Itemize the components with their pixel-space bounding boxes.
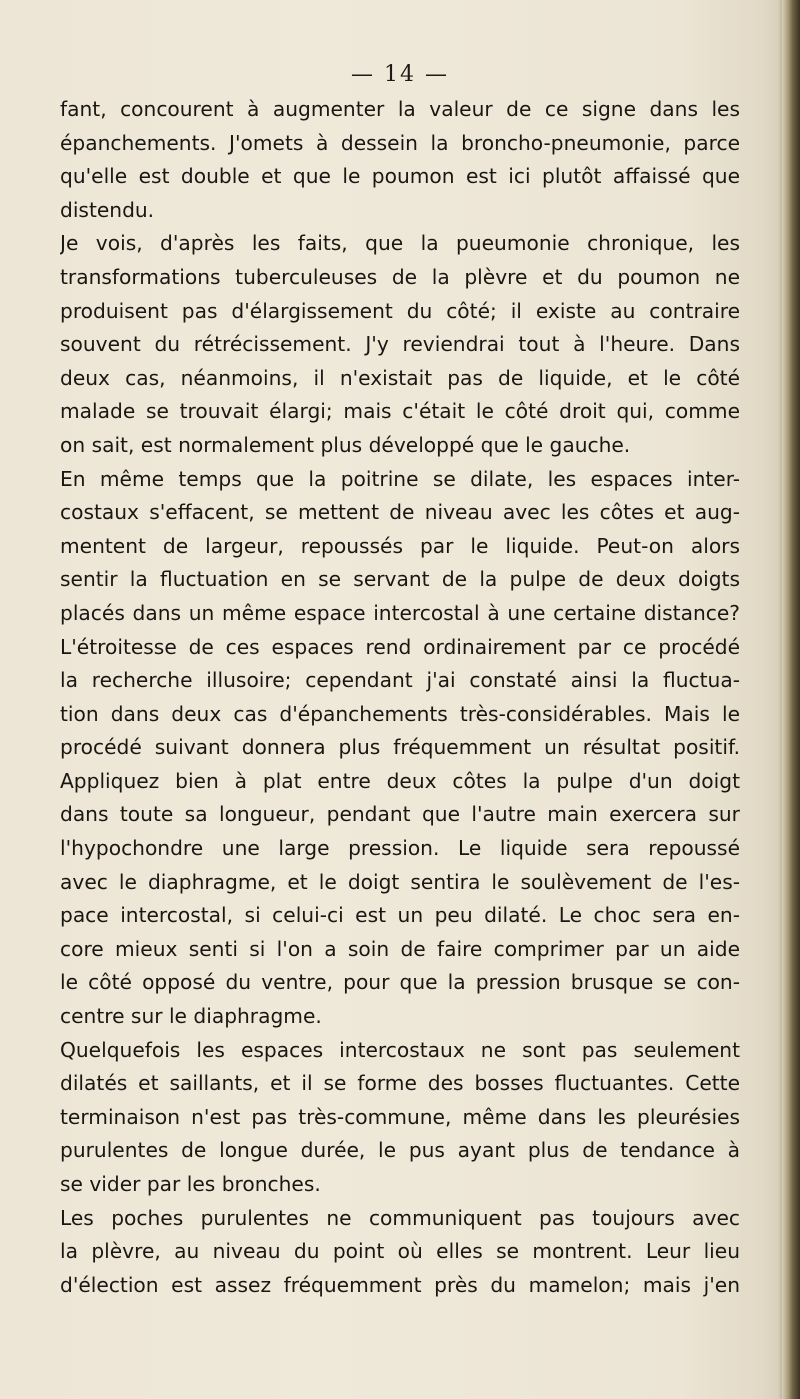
text-line: produisent pas d'élargissement du côté; il existe au contraire (60, 298, 740, 323)
book-spine (782, 0, 800, 1399)
text-line: mentent de largeur, repoussés par le liquide. Peut-on alors (60, 533, 740, 558)
text-line: dilatés et saillants, et il se forme des bosses fluctuantes. Cette (60, 1071, 740, 1096)
text-line: la plèvre, au niveau du point où elles se montrent. Leur lieu (60, 1239, 740, 1264)
text-line: le côté opposé du ventre, pour que la pression brusque se con- (60, 970, 740, 995)
text-line: qu'elle est double et que le poumon est ici plutôt affaissé que (60, 164, 740, 189)
text-line: avec le diaphragme, et le doigt sentira le soulèvement de l'es- (60, 869, 740, 894)
text-line: dans toute sa longueur, pendant que l'autre main exercera sur (60, 802, 740, 827)
text-line: purulentes de longue durée, le pus ayant plus de tendance à (60, 1138, 740, 1163)
text-line: la recherche illusoire; cependant j'ai constaté ainsi la fluctua- (60, 668, 740, 693)
text-line: placés dans un même espace intercostal à une certaine distance? (60, 600, 740, 625)
text-line: transformations tuberculeuses de la plèvre et du poumon ne (60, 264, 740, 289)
text-line: se vider par les bronches. (60, 1172, 321, 1196)
text-line: Appliquez bien à plat entre deux côtes la pulpe d'un doigt (60, 768, 740, 793)
text-line: épanchements. J'omets à dessein la broncho-pneumonie, parce (60, 130, 740, 155)
page-number: — 14 — (351, 62, 449, 87)
text-line: En même temps que la poitrine se dilate, les espaces inter- (60, 466, 740, 491)
text-line: centre sur le diaphragme. (60, 1004, 322, 1029)
text-line: tion dans deux cas d'épanchements très-considérables. Mais le (60, 701, 740, 726)
text-line: Je vois, d'après les faits, que la pueumonie chronique, les (60, 231, 740, 256)
text-line: Quelquefois les espaces intercostaux ne sont pas seulement (60, 1037, 740, 1062)
text-line: deux cas, néanmoins, il n'existait pas de liquide, et le côté (60, 365, 740, 390)
text-line: sentir la fluctuation en se servant de la pulpe de deux doigts (60, 567, 740, 592)
text-line: on sait, est normalement plus développé que le gauche. (60, 432, 631, 457)
text-line: pace intercostal, si celui-ci est un peu dilaté. Le choc sera en- (60, 903, 740, 928)
text-line: l'hypochondre une large pression. Le liquide sera repoussé (60, 836, 740, 861)
text-line: malade se trouvait élargi; mais c'était le côté droit qui, comme (60, 399, 740, 424)
text-line: d'élection est assez fréquemment près du mamelon; mais j'en (60, 1272, 740, 1297)
text-line: souvent du rétrécissement. J'y reviendrai tout à l'heure. Dans (60, 332, 740, 357)
text-line: core mieux senti si l'on a soin de faire comprimer par un aide (60, 936, 740, 961)
text-line: L'étroitesse de ces espaces rend ordinairement par ce procédé (60, 634, 740, 659)
text-line: terminaison n'est pas très-commune, même dans les pleurésies (60, 1104, 740, 1129)
text-line: procédé suivant donnera plus fréquemment un résultat positif. (60, 735, 740, 760)
text-line: fant, concourent à augmenter la valeur de ce signe dans les (60, 97, 740, 121)
text-line: costaux s'effacent, se mettent de niveau avec les côtes et aug- (60, 500, 740, 525)
body-text (60, 93, 740, 1302)
text-line: distendu. (60, 197, 155, 222)
text-line: Les poches purulentes ne communiquent pas toujours avec (60, 1205, 740, 1230)
